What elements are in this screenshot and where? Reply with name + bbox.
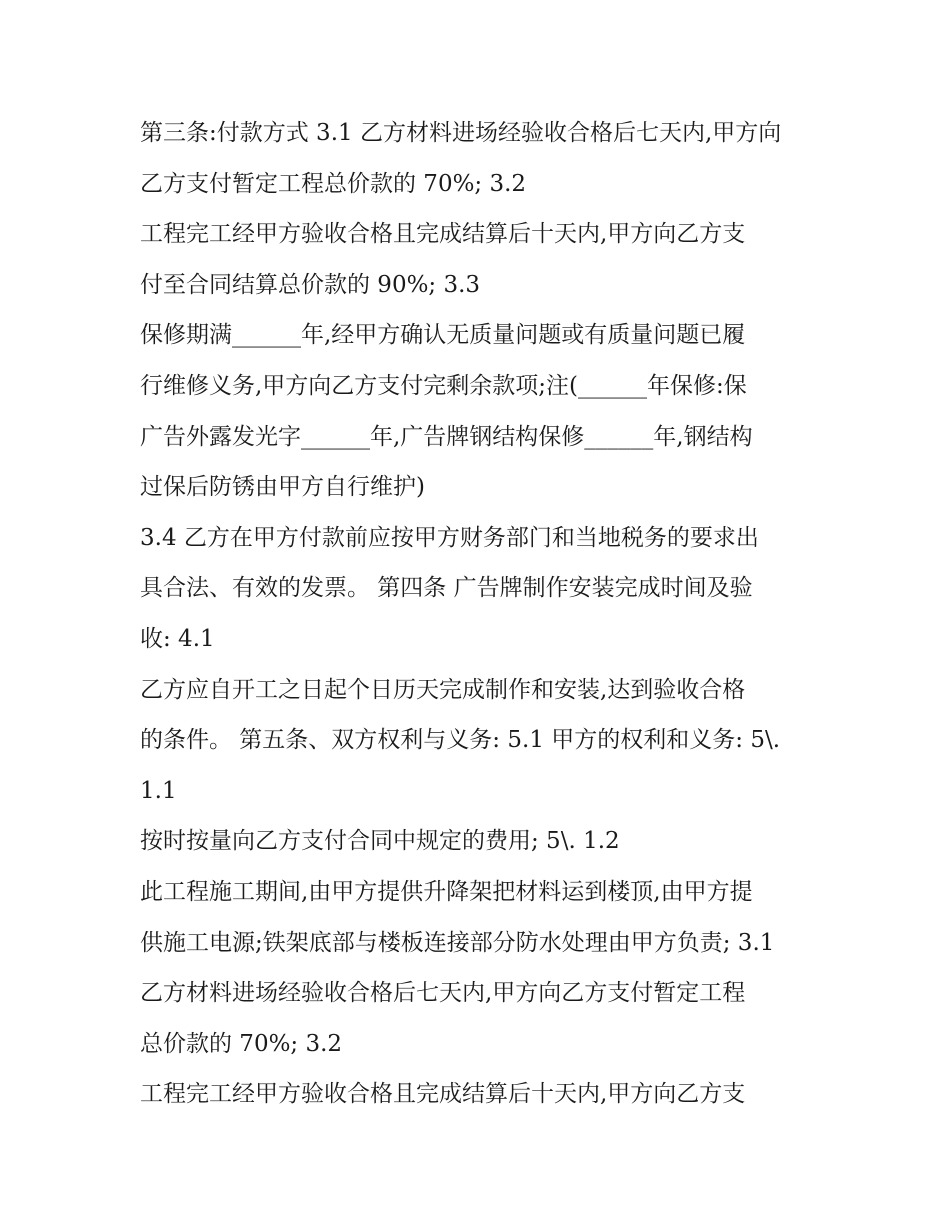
text-line-16: 此工程施工期间,由甲方提供升降架把材料运到楼顶,由甲方提 bbox=[140, 878, 753, 905]
text-line-10: 具合法、有效的发票。 第四条 广告牌制作安装完成时间及验 bbox=[140, 575, 753, 602]
text-line-9: 3.4 乙方在甲方付款前应按甲方财务部门和当地税务的要求出 bbox=[140, 524, 759, 551]
text-line-1: 第三条:付款方式 3.1 乙方材料进场经验收合格后七天内,甲方向 bbox=[140, 120, 782, 146]
text-line-15: 按时按量向乙方支付合同中规定的费用; 5\. 1.2 bbox=[140, 828, 620, 855]
text-line-7: 广告外露发光字______年,广告牌钢结构保修______年,钢结构 bbox=[140, 423, 753, 450]
text-line-18: 乙方材料进场经验收合格后七天内,甲方向乙方支付暂定工程 bbox=[140, 980, 746, 1007]
text-line-17: 供施工电源;铁架底部与楼板连接部分防水处理由甲方负责; 3.1 bbox=[140, 929, 775, 956]
text-line-19: 总价款的 70%; 3.2 bbox=[140, 1030, 343, 1057]
text-line-3: 工程完工经甲方验收合格且完成结算后十天内,甲方向乙方支 bbox=[140, 221, 746, 248]
text-line-5: 保修期满______年,经甲方确认无质量问题或有质量问题已履 bbox=[140, 322, 746, 349]
text-line-8: 过保后防锈由甲方自行维护) bbox=[140, 474, 425, 501]
text-line-6: 行维修义务,甲方向乙方支付完剩余款项;注(______年保修:保 bbox=[140, 372, 747, 399]
text-line-11: 收: 4.1 bbox=[140, 625, 215, 652]
text-line-20: 工程完工经甲方验收合格且完成结算后十天内,甲方向乙方支 bbox=[140, 1081, 746, 1108]
text-line-13: 的条件。 第五条、双方权利与义务: 5.1 甲方的权利和义务: 5\. bbox=[140, 727, 781, 754]
text-line-14: 1.1 bbox=[140, 777, 177, 804]
document-body bbox=[140, 108, 820, 1120]
text-line-2: 乙方支付暂定工程总价款的 70%; 3.2 bbox=[140, 170, 527, 197]
text-line-4: 付至合同结算总价款的 90%; 3.3 bbox=[140, 271, 481, 298]
text-line-12: 乙方应自开工之日起个日历天完成制作和安装,达到验收合格 bbox=[140, 676, 746, 703]
